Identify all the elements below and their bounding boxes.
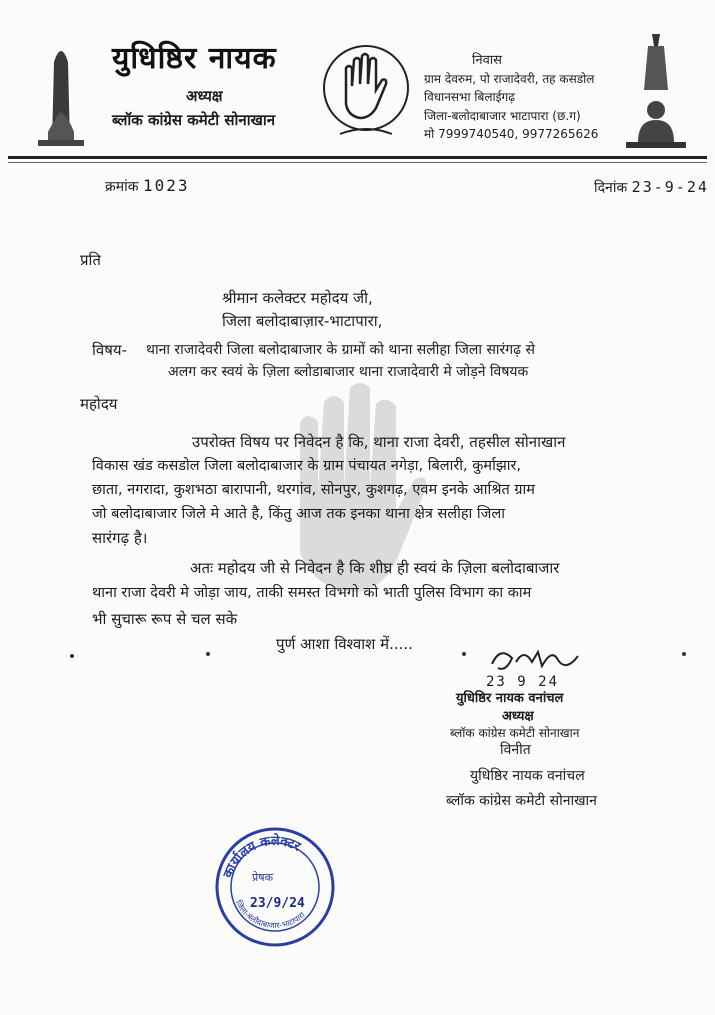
recipient-line-1: श्रीमान कलेक्टर महोदय जी, (222, 289, 373, 307)
signature-date: 23 9 24 (486, 674, 560, 690)
letterhead-designation: अध्यक्ष (186, 87, 223, 105)
reference-number-label: क्रमांक (105, 179, 139, 195)
stamp-arc-bottom: जिला-बलौदाबाजार-भाटापारा (233, 898, 307, 931)
para1-line-4: जो बलोदाबाजार जिले मे आते है, किंतु आज तक इनका थाना क्षेत्र सलीहा जिला (92, 506, 506, 522)
stamp-label: प्रेषक (252, 871, 274, 884)
received-stamp-seal (214, 826, 336, 948)
stamp-handwritten-date: 23/9/24 (250, 896, 305, 911)
para1-line-3: छाता, नगरादा, कुशभठा बारापानी, थरगांव, सोनपुर, कुशगढ़, एवम इनके आश्रित ग्राम (92, 482, 535, 498)
para1-line-1: उपरोक्त विषय पर निवेदन है कि, थाना राजा देवरी, तहसील सोनाखान (192, 433, 566, 451)
header-rule (8, 156, 707, 159)
sign-stamp-name: युधिष्ठिर नायक वनांचल (456, 691, 564, 706)
reference-number-value: 1023 (142, 176, 190, 195)
meditating-figure-logo-right (618, 30, 694, 152)
para2-line-3: भी सुचारू रूप से चल सके (92, 610, 238, 628)
typed-sender-org: ब्लॉक कांग्रेस कमेटी सोनाखान (446, 793, 597, 809)
to-label: प्रति (80, 251, 101, 269)
para1-line-5: सारंगढ़ है। (92, 529, 148, 547)
address-line-2: विधानसभा बिलाईगढ़ (424, 90, 516, 104)
salutation: महोदय (80, 395, 118, 413)
reference-date (594, 178, 709, 197)
residence-title: निवास (472, 53, 502, 68)
subject-label: विषय- (92, 341, 128, 359)
monument-logo-left (30, 32, 92, 148)
reference-date-value: 23-9-24 (631, 178, 709, 196)
received-stamp (214, 826, 336, 948)
recipient-line-2: जिला बलोदाबाज़ार-भाटापारा, (222, 312, 383, 330)
address-line-1: ग्राम देवरुम, पो राजादेवरी, तह कसडोल (424, 72, 595, 86)
scan-dot (462, 652, 466, 656)
scan-dot (70, 654, 74, 658)
reference-date-label: दिनांक (594, 180, 628, 196)
reference-number (105, 176, 190, 196)
phone-numbers: मो 7999740540, 9977265626 (424, 127, 599, 141)
letterhead-name: युधिष्ठिर नायक (112, 41, 277, 76)
scan-dot (682, 652, 686, 656)
vinit-label: विनीत (500, 742, 531, 758)
letterhead-organization: ब्लॉक कांग्रेस कमेटी सोनाखान (112, 111, 276, 129)
closing-line: पुर्ण आशा विश्वाश में..... (276, 635, 413, 653)
typed-sender-name: युधिष्ठिर नायक वनांचल (470, 768, 585, 784)
sign-stamp-role: अध्यक्ष (502, 709, 534, 724)
hand-symbol-icon (320, 38, 412, 142)
subject-line-2: अलग कर स्वयं के ज़िला ब्लोडाबाजार थाना राजादेवारी मे जोड़ने विषयक (168, 364, 529, 380)
subject-line-1: थाना राजादेवरी जिला बलोदाबाजार के ग्रामों को थाना सलीहा जिला सारंगढ़ से (146, 342, 535, 358)
para2-line-1: अतः महोदय जी से निवेदन है कि शीघ्र ही स्वयं के ज़िला बलोदाबाजार (190, 559, 560, 577)
sign-stamp-org: ब्लॉक कांग्रेस कमेटी सोनाखान (450, 726, 580, 740)
scan-dot (206, 652, 210, 656)
address-line-3: जिला-बलोदाबाजार भाटापारा (छ.ग) (424, 109, 581, 123)
header-rule-thin (8, 162, 707, 163)
stamp-arc-top: कार्यालय कलेक्टर (220, 833, 303, 881)
para1-line-2: विकास खंड कसडोल जिला बलोदाबाजार के ग्राम पंचायत नगेड़ा, बिलारी, कुर्माझार, (92, 458, 522, 474)
para2-line-2: थाना राजा देवरी मे जोड़ा जाय, ताकी समस्त विभगो को भाती पुलिस विभाग का काम (92, 585, 532, 601)
